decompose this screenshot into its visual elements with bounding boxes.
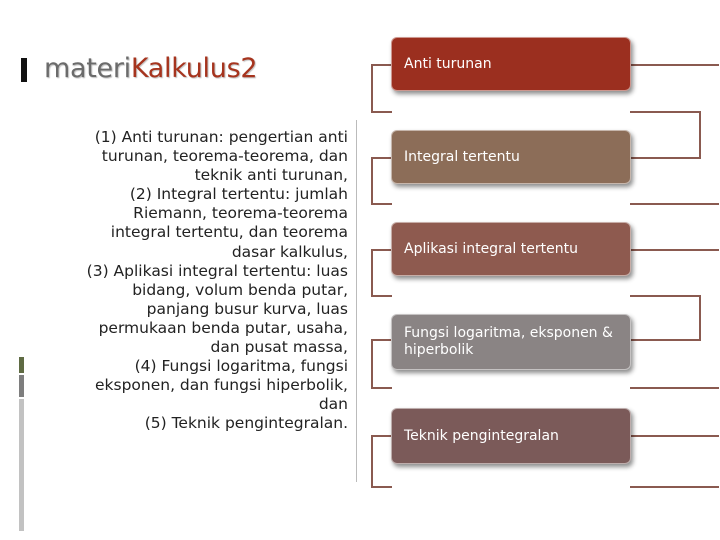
- content-line: turunan, teorema-teorema, dan: [101, 147, 348, 166]
- topic-label: Anti turunan: [404, 55, 492, 72]
- topic-box-fungsi-logaritma: [391, 314, 631, 370]
- content-line: dasar kalkulus,: [231, 242, 348, 261]
- content-line: Riemann, teorema-teorema: [133, 204, 348, 223]
- topic-box-integral-tertentu: [391, 130, 631, 184]
- connector-right-4: [630, 296, 700, 340]
- topic-box-anti-turunan: [391, 37, 631, 91]
- title-part-2: Kalkulus2: [130, 53, 258, 84]
- content-line: teknik anti turunan,: [194, 166, 348, 185]
- connector-left-5: [372, 436, 392, 487]
- topic-label: Integral tertentu: [404, 148, 520, 165]
- title-part-1: materi: [44, 53, 131, 84]
- topic-box-teknik-pengintegralan: [391, 408, 631, 464]
- topic-label: Aplikasi integral tertentu: [404, 240, 578, 257]
- content-line: (2) Integral tertentu: jumlah: [129, 185, 348, 204]
- connector-left-2: [372, 158, 392, 204]
- topic-box-aplikasi-integral: [391, 222, 631, 276]
- connector-right-2: [630, 112, 700, 158]
- content-line: (3) Aplikasi integral tertentu: luas: [86, 261, 348, 280]
- connector-left-1: [372, 65, 392, 112]
- content-line: (4) Fungsi logaritma, fungsi: [134, 357, 348, 376]
- content-line: integral tertentu, dan teorema: [110, 223, 348, 242]
- content-line: eksponen, dan fungsi hiperbolik,: [94, 376, 348, 395]
- content-line: panjang busur kurva, luas: [146, 299, 348, 318]
- content-line: dan pusat massa,: [210, 338, 348, 357]
- connector-left-3: [372, 250, 392, 296]
- content-line: dan: [318, 395, 348, 414]
- connector-left-4: [372, 340, 392, 388]
- topic-label: Fungsi logaritma, eksponen & hiperbolik: [404, 325, 613, 358]
- content-line: (5) Teknik pengintegralan.: [144, 414, 348, 433]
- content-line: (1) Anti turunan: pengertian anti: [94, 128, 348, 146]
- topic-label: Teknik pengintegralan: [404, 427, 559, 444]
- content-line: permukaan benda putar, usaha,: [98, 318, 348, 337]
- content-line: bidang, volum benda putar,: [132, 280, 348, 299]
